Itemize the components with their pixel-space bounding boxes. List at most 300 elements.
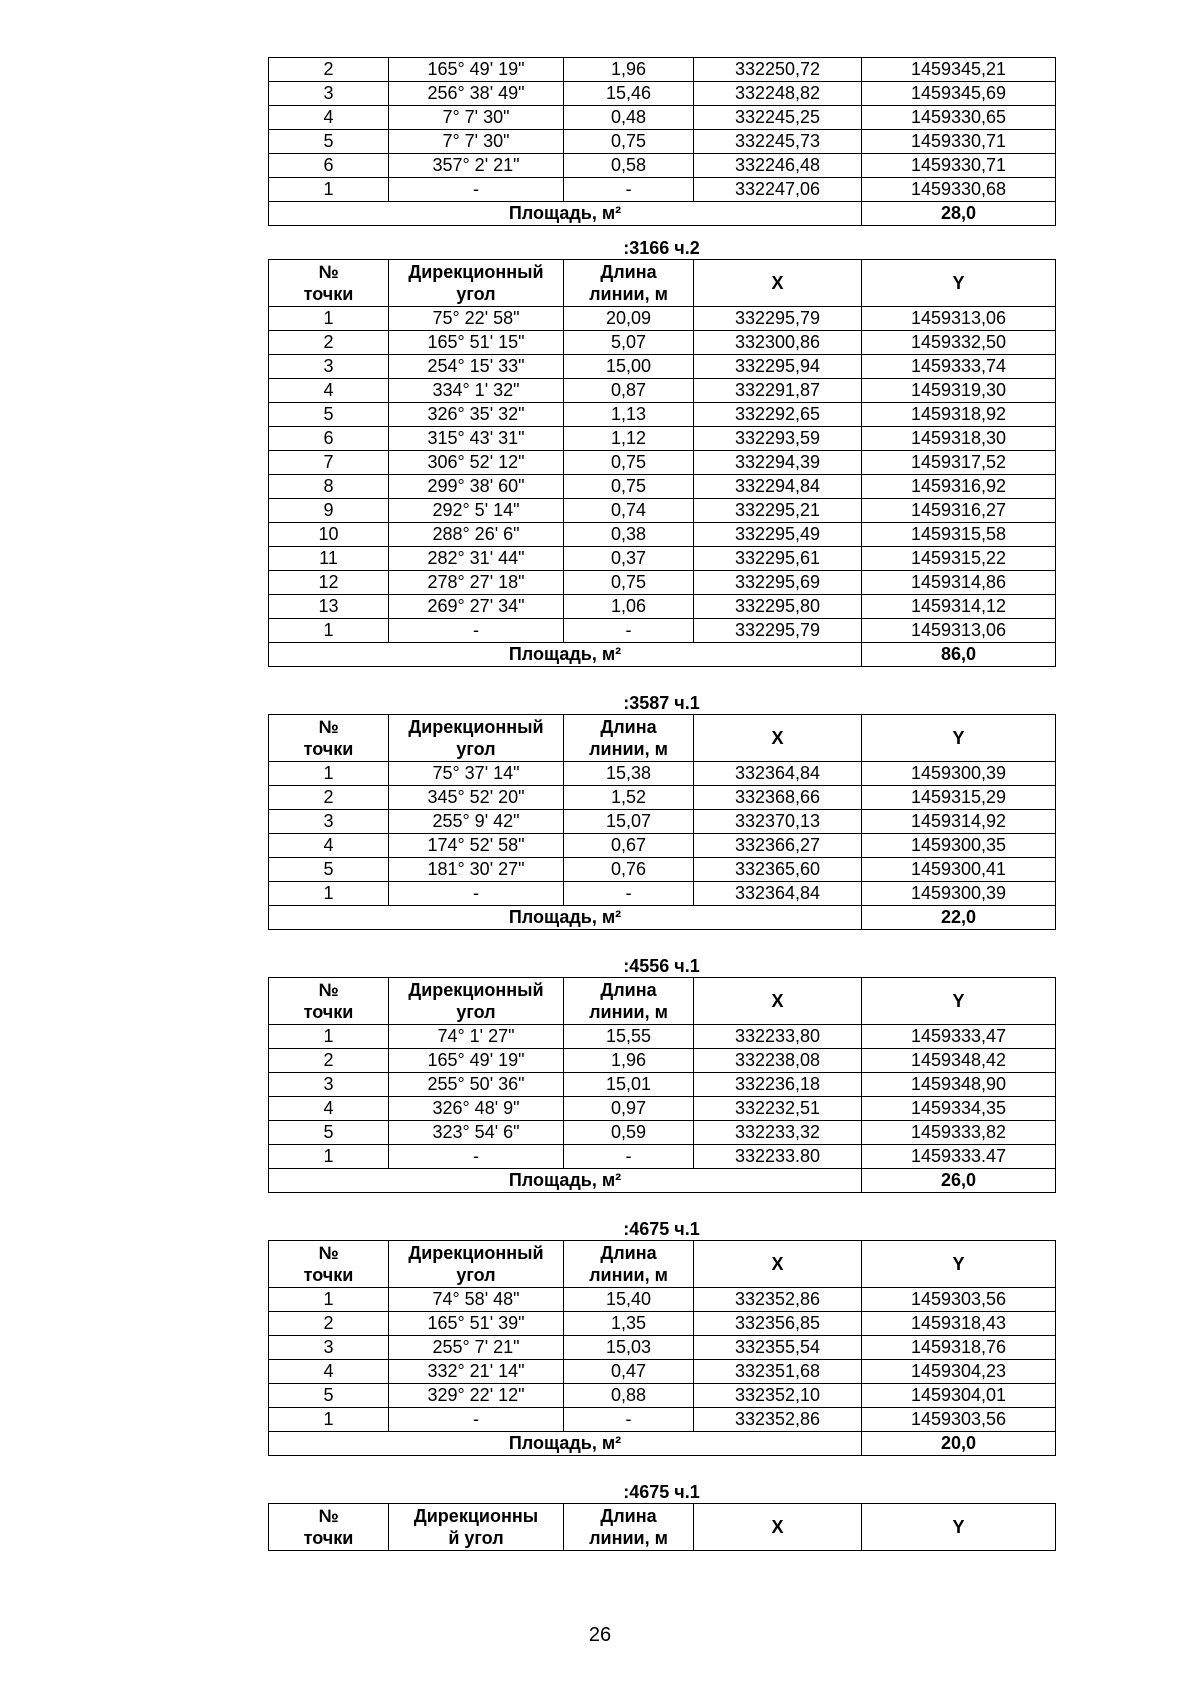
x-coordinate-cell: 332352,86 <box>694 1288 862 1312</box>
y-coordinate-cell: 1459315,29 <box>862 786 1056 810</box>
point-number-header-line2: точки <box>303 739 354 759</box>
direction-angle-cell: 282° 31' 44" <box>389 547 564 571</box>
line-length-cell: 1,12 <box>564 427 694 451</box>
x-coordinate-cell: 332233,80 <box>694 1025 862 1049</box>
y-coordinate-cell: 1459315,22 <box>862 547 1056 571</box>
line-length-cell: 15,00 <box>564 355 694 379</box>
point-number-cell: 1 <box>269 1408 389 1432</box>
y-coordinate-cell: 1459300,41 <box>862 858 1056 882</box>
table-row <box>269 571 1056 595</box>
direction-angle-cell: 329° 22' 12" <box>389 1384 564 1408</box>
direction-angle-cell: 75° 22' 58" <box>389 307 564 331</box>
direction-angle-header <box>389 978 564 1025</box>
x-coordinate-cell: 332295,61 <box>694 547 862 571</box>
point-number-cell: 5 <box>269 130 389 154</box>
parcel-title: :4675 ч.1 <box>623 1482 700 1502</box>
direction-angle-cell: - <box>389 882 564 906</box>
direction-angle-cell: 345° 52' 20" <box>389 786 564 810</box>
direction-angle-header <box>389 715 564 762</box>
direction-angle-cell: 326° 48' 9" <box>389 1097 564 1121</box>
line-length-cell: - <box>564 1145 694 1169</box>
line-length-cell: 0,76 <box>564 858 694 882</box>
table-row <box>269 1145 1056 1169</box>
table-row <box>269 1336 1056 1360</box>
area-row <box>269 906 1056 930</box>
line-length-cell: 0,48 <box>564 106 694 130</box>
x-coordinate-cell: 332248,82 <box>694 82 862 106</box>
y-coordinate-cell: 1459315,58 <box>862 523 1056 547</box>
direction-angle-cell: 292° 5' 14" <box>389 499 564 523</box>
table-row <box>269 106 1056 130</box>
direction-angle-header-line2: угол <box>456 1265 496 1285</box>
table-row <box>269 858 1056 882</box>
table-row <box>269 331 1056 355</box>
x-coordinate-cell: 332295,49 <box>694 523 862 547</box>
area-value: 26,0 <box>862 1169 1056 1193</box>
direction-angle-cell: 323° 54' 6" <box>389 1121 564 1145</box>
direction-angle-cell: 255° 50' 36" <box>389 1073 564 1097</box>
point-number-header <box>269 1504 389 1551</box>
point-number-cell: 5 <box>269 1121 389 1145</box>
coordinates-table <box>268 259 1056 667</box>
header-row <box>269 715 1056 762</box>
x-coordinate-cell: 332292,65 <box>694 403 862 427</box>
coordinates-table <box>268 1503 1056 1551</box>
x-coordinate-cell: 332246,48 <box>694 154 862 178</box>
point-number-cell: 4 <box>269 379 389 403</box>
line-length-cell: 0,87 <box>564 379 694 403</box>
direction-angle-cell: 74° 58' 48" <box>389 1288 564 1312</box>
area-row <box>269 1169 1056 1193</box>
direction-angle-cell: - <box>389 619 564 643</box>
y-coordinate-cell: 1459318,43 <box>862 1312 1056 1336</box>
area-label: Площадь, м² <box>269 202 862 226</box>
x-coordinate-cell: 332236,18 <box>694 1073 862 1097</box>
x-coordinate-cell: 332294,84 <box>694 475 862 499</box>
point-number-header-line1: № <box>318 262 339 282</box>
line-length-cell: 0,75 <box>564 451 694 475</box>
line-length-cell: 0,75 <box>564 571 694 595</box>
x-header: X <box>694 1504 862 1551</box>
point-number-header-line2: точки <box>303 1265 354 1285</box>
line-length-cell: 1,96 <box>564 1049 694 1073</box>
direction-angle-cell: 74° 1' 27" <box>389 1025 564 1049</box>
direction-angle-header-line2: й угол <box>448 1528 504 1548</box>
table-row <box>269 451 1056 475</box>
y-coordinate-cell: 1459318,76 <box>862 1336 1056 1360</box>
parcel-title: :4556 ч.1 <box>623 956 700 976</box>
table-row <box>269 427 1056 451</box>
line-length-cell: 15,46 <box>564 82 694 106</box>
direction-angle-cell: 299° 38' 60" <box>389 475 564 499</box>
area-label: Площадь, м² <box>269 1169 862 1193</box>
y-header: Y <box>862 978 1056 1025</box>
x-coordinate-cell: 332368,66 <box>694 786 862 810</box>
line-length-cell: 0,97 <box>564 1097 694 1121</box>
direction-angle-cell: 254° 15' 33" <box>389 355 564 379</box>
x-coordinate-cell: 332295,79 <box>694 307 862 331</box>
direction-angle-cell: - <box>389 1408 564 1432</box>
x-header: X <box>694 978 862 1025</box>
table-row <box>269 475 1056 499</box>
y-coordinate-cell: 1459330,71 <box>862 130 1056 154</box>
area-value: 20,0 <box>862 1432 1056 1456</box>
point-number-cell: 3 <box>269 1336 389 1360</box>
line-length-cell: 15,07 <box>564 810 694 834</box>
y-header: Y <box>862 1504 1056 1551</box>
table-row <box>269 882 1056 906</box>
table-row <box>269 810 1056 834</box>
direction-angle-cell: 165° 51' 39" <box>389 1312 564 1336</box>
x-header: X <box>694 715 862 762</box>
direction-angle-cell: 256° 38' 49" <box>389 82 564 106</box>
parcel-table-block <box>268 955 1055 1193</box>
y-coordinate-cell: 1459319,30 <box>862 379 1056 403</box>
area-label: Площадь, м² <box>269 906 862 930</box>
y-coordinate-cell: 1459304,01 <box>862 1384 1056 1408</box>
x-coordinate-cell: 332364,84 <box>694 882 862 906</box>
parcel-title: :3587 ч.1 <box>623 693 700 713</box>
direction-angle-header-line2: угол <box>456 739 496 759</box>
table-row <box>269 1360 1056 1384</box>
area-row <box>269 643 1056 667</box>
x-coordinate-cell: 332366,27 <box>694 834 862 858</box>
direction-angle-cell: - <box>389 178 564 202</box>
point-number-header <box>269 260 389 307</box>
direction-angle-header-line1: Дирекционный <box>408 262 544 282</box>
x-coordinate-cell: 332232,51 <box>694 1097 862 1121</box>
y-coordinate-cell: 1459333,47 <box>862 1025 1056 1049</box>
point-number-cell: 8 <box>269 475 389 499</box>
y-coordinate-cell: 1459313,06 <box>862 307 1056 331</box>
y-coordinate-cell: 1459318,30 <box>862 427 1056 451</box>
table-row <box>269 178 1056 202</box>
point-number-cell: 1 <box>269 178 389 202</box>
line-length-cell: 0,75 <box>564 475 694 499</box>
y-coordinate-cell: 1459303,56 <box>862 1408 1056 1432</box>
point-number-cell: 11 <box>269 547 389 571</box>
line-length-cell: 0,47 <box>564 1360 694 1384</box>
line-length-header-line1: Длина <box>600 1243 657 1263</box>
x-coordinate-cell: 332291,87 <box>694 379 862 403</box>
y-header: Y <box>862 260 1056 307</box>
line-length-header-line1: Длина <box>600 980 657 1000</box>
line-length-header-line2: линии, м <box>589 1002 668 1022</box>
point-number-cell: 2 <box>269 1049 389 1073</box>
point-number-header <box>269 715 389 762</box>
y-coordinate-cell: 1459345,69 <box>862 82 1056 106</box>
point-number-header-line1: № <box>318 717 339 737</box>
y-coordinate-cell: 1459313,06 <box>862 619 1056 643</box>
line-length-header-line2: линии, м <box>589 284 668 304</box>
parcel-title: :4675 ч.1 <box>623 1219 700 1239</box>
line-length-header <box>564 260 694 307</box>
y-coordinate-cell: 1459334,35 <box>862 1097 1056 1121</box>
y-coordinate-cell: 1459304,23 <box>862 1360 1056 1384</box>
coordinates-table <box>268 714 1056 930</box>
y-coordinate-cell: 1459314,92 <box>862 810 1056 834</box>
parcel-title: :3166 ч.2 <box>623 238 700 258</box>
line-length-cell: 0,74 <box>564 499 694 523</box>
point-number-header-line1: № <box>318 1506 339 1526</box>
y-header: Y <box>862 1241 1056 1288</box>
table-row <box>269 786 1056 810</box>
direction-angle-cell: 326° 35' 32" <box>389 403 564 427</box>
line-length-header <box>564 1504 694 1551</box>
line-length-header-line1: Длина <box>600 262 657 282</box>
direction-angle-header <box>389 260 564 307</box>
point-number-cell: 4 <box>269 834 389 858</box>
point-number-cell: 2 <box>269 58 389 82</box>
direction-angle-cell: 75° 37' 14" <box>389 762 564 786</box>
y-coordinate-cell: 1459330,68 <box>862 178 1056 202</box>
direction-angle-cell: 306° 52' 12" <box>389 451 564 475</box>
direction-angle-cell: - <box>389 1145 564 1169</box>
table-row <box>269 1408 1056 1432</box>
x-coordinate-cell: 332300,86 <box>694 331 862 355</box>
y-coordinate-cell: 1459316,27 <box>862 499 1056 523</box>
y-coordinate-cell: 1459348,90 <box>862 1073 1056 1097</box>
point-number-cell: 6 <box>269 427 389 451</box>
line-length-cell: - <box>564 619 694 643</box>
table-row <box>269 1049 1056 1073</box>
table-row <box>269 762 1056 786</box>
point-number-header-line2: точки <box>303 1528 354 1548</box>
direction-angle-cell: 288° 26' 6" <box>389 523 564 547</box>
area-row <box>269 202 1056 226</box>
table-row <box>269 355 1056 379</box>
line-length-cell: 20,09 <box>564 307 694 331</box>
area-value: 86,0 <box>862 643 1056 667</box>
line-length-cell: 0,38 <box>564 523 694 547</box>
direction-angle-cell: 357° 2' 21" <box>389 154 564 178</box>
coordinates-table <box>268 1240 1056 1456</box>
y-coordinate-cell: 1459300,39 <box>862 762 1056 786</box>
point-number-cell: 1 <box>269 307 389 331</box>
point-number-header-line2: точки <box>303 284 354 304</box>
table-row <box>269 403 1056 427</box>
y-coordinate-cell: 1459318,92 <box>862 403 1056 427</box>
y-coordinate-cell: 1459317,52 <box>862 451 1056 475</box>
point-number-cell: 4 <box>269 1360 389 1384</box>
page-number: 26 <box>588 1624 612 1646</box>
point-number-cell: 1 <box>269 1145 389 1169</box>
table-row <box>269 1288 1056 1312</box>
header-row <box>269 260 1056 307</box>
direction-angle-cell: 7° 7' 30" <box>389 106 564 130</box>
direction-angle-cell: 255° 7' 21" <box>389 1336 564 1360</box>
x-coordinate-cell: 332295,80 <box>694 595 862 619</box>
x-coordinate-cell: 332233.80 <box>694 1145 862 1169</box>
point-number-cell: 12 <box>269 571 389 595</box>
point-number-header <box>269 978 389 1025</box>
x-coordinate-cell: 332355,54 <box>694 1336 862 1360</box>
parcel-table-block <box>268 1481 1055 1551</box>
y-coordinate-cell: 1459332,50 <box>862 331 1056 355</box>
point-number-header <box>269 1241 389 1288</box>
x-coordinate-cell: 332364,84 <box>694 762 862 786</box>
parcel-table-block <box>268 1218 1055 1456</box>
direction-angle-header <box>389 1241 564 1288</box>
line-length-header-line2: линии, м <box>589 1528 668 1548</box>
x-coordinate-cell: 332295,94 <box>694 355 862 379</box>
line-length-cell: 0,37 <box>564 547 694 571</box>
table-row <box>269 619 1056 643</box>
x-coordinate-cell: 332250,72 <box>694 58 862 82</box>
table-row <box>269 58 1056 82</box>
direction-angle-cell: 278° 27' 18" <box>389 571 564 595</box>
point-number-cell: 3 <box>269 355 389 379</box>
x-coordinate-cell: 332370,13 <box>694 810 862 834</box>
x-coordinate-cell: 332233,32 <box>694 1121 862 1145</box>
x-coordinate-cell: 332351,68 <box>694 1360 862 1384</box>
x-coordinate-cell: 332294,39 <box>694 451 862 475</box>
table-row <box>269 130 1056 154</box>
y-coordinate-cell: 1459345,21 <box>862 58 1056 82</box>
point-number-cell: 10 <box>269 523 389 547</box>
point-number-cell: 5 <box>269 1384 389 1408</box>
line-length-cell: 0,59 <box>564 1121 694 1145</box>
point-number-cell: 1 <box>269 1025 389 1049</box>
x-header: X <box>694 260 862 307</box>
direction-angle-cell: 174° 52' 58" <box>389 834 564 858</box>
line-length-cell: 15,55 <box>564 1025 694 1049</box>
point-number-cell: 3 <box>269 1073 389 1097</box>
direction-angle-header-line2: угол <box>456 1002 496 1022</box>
table-row <box>269 154 1056 178</box>
table-row <box>269 499 1056 523</box>
point-number-cell: 2 <box>269 331 389 355</box>
point-number-header-line1: № <box>318 1243 339 1263</box>
line-length-cell: 15,40 <box>564 1288 694 1312</box>
direction-angle-cell: 7° 7' 30" <box>389 130 564 154</box>
table-row <box>269 523 1056 547</box>
point-number-cell: 5 <box>269 858 389 882</box>
table-row <box>269 834 1056 858</box>
table-row <box>269 1025 1056 1049</box>
direction-angle-cell: 334° 1' 32" <box>389 379 564 403</box>
line-length-header <box>564 715 694 762</box>
header-row <box>269 1241 1056 1288</box>
line-length-cell: 0,75 <box>564 130 694 154</box>
y-coordinate-cell: 1459333,74 <box>862 355 1056 379</box>
x-header: X <box>694 1241 862 1288</box>
area-label: Площадь, м² <box>269 1432 862 1456</box>
direction-angle-cell: 165° 49' 19" <box>389 58 564 82</box>
point-number-cell: 1 <box>269 1288 389 1312</box>
direction-angle-cell: 165° 51' 15" <box>389 331 564 355</box>
direction-angle-cell: 255° 9' 42" <box>389 810 564 834</box>
y-coordinate-cell: 1459333.47 <box>862 1145 1056 1169</box>
x-coordinate-cell: 332365,60 <box>694 858 862 882</box>
line-length-cell: 5,07 <box>564 331 694 355</box>
x-coordinate-cell: 332238,08 <box>694 1049 862 1073</box>
x-coordinate-cell: 332295,69 <box>694 571 862 595</box>
point-number-cell: 1 <box>269 619 389 643</box>
continued-table-block <box>268 57 1055 226</box>
point-number-header-line1: № <box>318 980 339 1000</box>
y-coordinate-cell: 1459330,65 <box>862 106 1056 130</box>
direction-angle-header-line1: Дирекционный <box>408 717 544 737</box>
point-number-cell: 5 <box>269 403 389 427</box>
point-number-cell: 4 <box>269 1097 389 1121</box>
table-row <box>269 1312 1056 1336</box>
line-length-cell: 0,67 <box>564 834 694 858</box>
table-row <box>269 1384 1056 1408</box>
x-coordinate-cell: 332352,86 <box>694 1408 862 1432</box>
parcel-table-block <box>268 692 1055 930</box>
y-coordinate-cell: 1459316,92 <box>862 475 1056 499</box>
point-number-cell: 3 <box>269 810 389 834</box>
x-coordinate-cell: 332356,85 <box>694 1312 862 1336</box>
line-length-cell: - <box>564 1408 694 1432</box>
table-row <box>269 307 1056 331</box>
x-coordinate-cell: 332352,10 <box>694 1384 862 1408</box>
point-number-cell: 3 <box>269 82 389 106</box>
coordinates-table <box>268 57 1056 226</box>
table-row <box>269 1073 1056 1097</box>
y-header: Y <box>862 715 1056 762</box>
header-row <box>269 978 1056 1025</box>
y-coordinate-cell: 1459300,39 <box>862 882 1056 906</box>
direction-angle-header-line1: Дирекционный <box>408 980 544 1000</box>
point-number-cell: 13 <box>269 595 389 619</box>
direction-angle-cell: 181° 30' 27" <box>389 858 564 882</box>
direction-angle-header-line1: Дирекционны <box>413 1506 539 1526</box>
line-length-cell: 15,03 <box>564 1336 694 1360</box>
x-coordinate-cell: 332245,25 <box>694 106 862 130</box>
point-number-cell: 7 <box>269 451 389 475</box>
y-coordinate-cell: 1459348,42 <box>862 1049 1056 1073</box>
area-value: 22,0 <box>862 906 1056 930</box>
table-row <box>269 82 1056 106</box>
table-row <box>269 1097 1056 1121</box>
x-coordinate-cell: 332293,59 <box>694 427 862 451</box>
point-number-cell: 1 <box>269 882 389 906</box>
line-length-cell: - <box>564 178 694 202</box>
line-length-cell: 1,13 <box>564 403 694 427</box>
coordinates-table <box>268 977 1056 1193</box>
line-length-cell: 1,06 <box>564 595 694 619</box>
y-coordinate-cell: 1459300,35 <box>862 834 1056 858</box>
table-row <box>269 595 1056 619</box>
direction-angle-cell: 315° 43' 31" <box>389 427 564 451</box>
direction-angle-header-line2: угол <box>456 284 496 304</box>
direction-angle-header-line1: Дирекционный <box>408 1243 544 1263</box>
line-length-cell: 1,96 <box>564 58 694 82</box>
point-number-header-line2: точки <box>303 1002 354 1022</box>
line-length-header-line1: Длина <box>600 717 657 737</box>
direction-angle-cell: 332° 21' 14" <box>389 1360 564 1384</box>
line-length-cell: 15,38 <box>564 762 694 786</box>
point-number-cell: 4 <box>269 106 389 130</box>
x-coordinate-cell: 332245,73 <box>694 130 862 154</box>
table-row <box>269 547 1056 571</box>
line-length-cell: - <box>564 882 694 906</box>
header-row <box>269 1504 1056 1551</box>
line-length-header <box>564 978 694 1025</box>
point-number-cell: 2 <box>269 786 389 810</box>
direction-angle-cell: 269° 27' 34" <box>389 595 564 619</box>
point-number-cell: 9 <box>269 499 389 523</box>
y-coordinate-cell: 1459314,12 <box>862 595 1056 619</box>
area-value: 28,0 <box>862 202 1056 226</box>
point-number-cell: 6 <box>269 154 389 178</box>
line-length-header-line1: Длина <box>600 1506 657 1526</box>
direction-angle-cell: 165° 49' 19" <box>389 1049 564 1073</box>
area-row <box>269 1432 1056 1456</box>
table-row <box>269 379 1056 403</box>
